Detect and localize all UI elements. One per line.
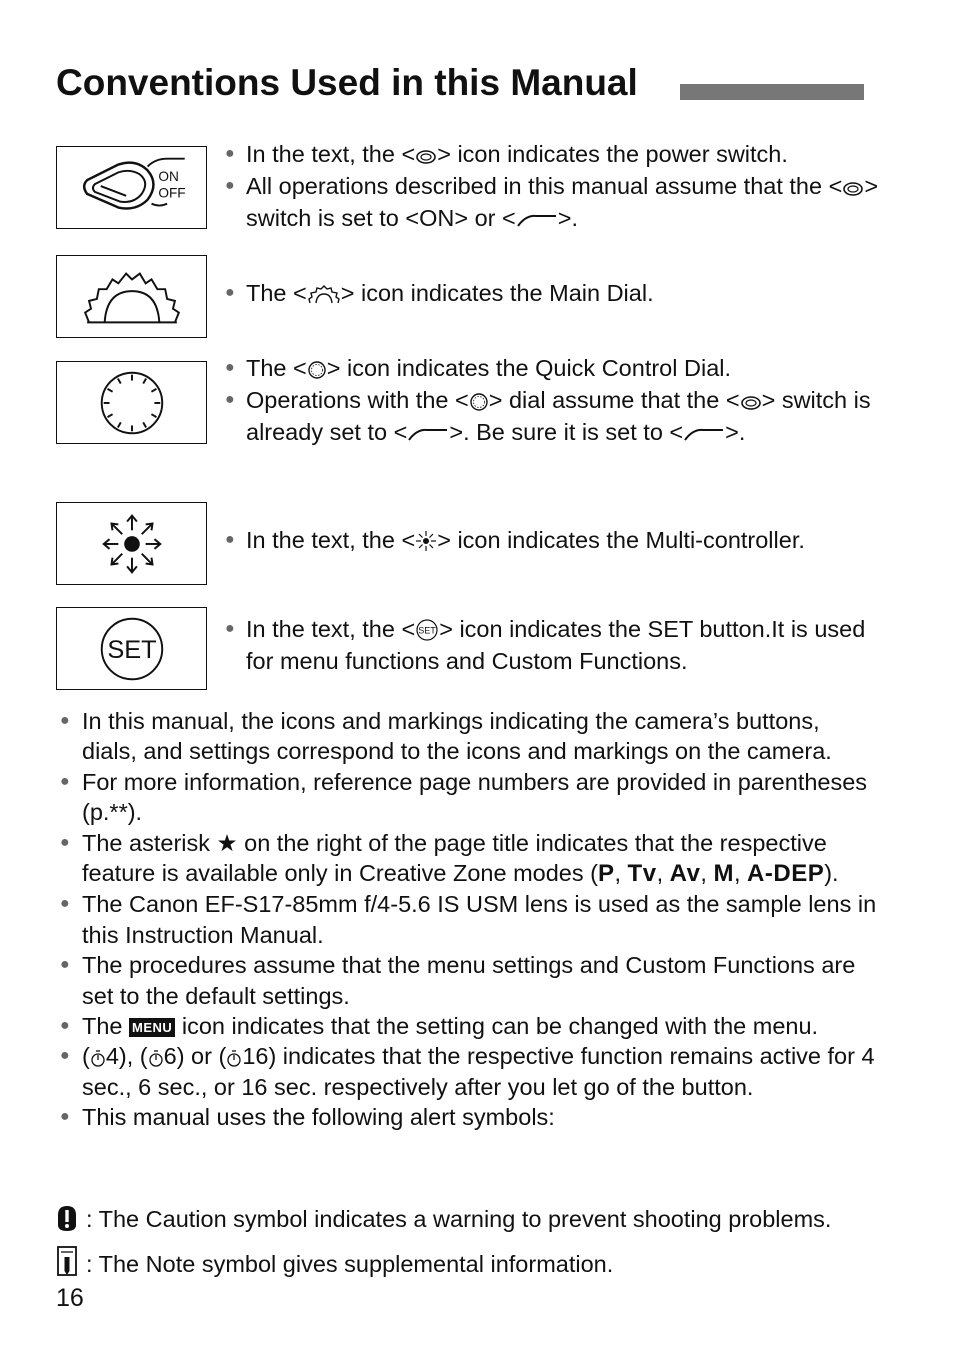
bullet-icon: ●: [60, 1108, 70, 1126]
bullet-icon: ●: [60, 772, 70, 790]
multi-controller-inline-icon: [415, 530, 437, 552]
list-item: ● The asterisk ★ on the right of the page title indicates that the respective feature is available only in Creative Zone modes (P, Tv, Av, M, A-DEP).: [60, 829, 839, 888]
mode-av: Av: [669, 860, 701, 888]
multi-controller-icon: [57, 503, 206, 584]
main-dial-line-1: ● The < > icon indicates the Main Dial.: [225, 277, 885, 309]
main-dial-icon: [57, 256, 206, 337]
note-icon: [52, 1244, 86, 1285]
bullet-icon: ●: [225, 620, 235, 637]
off-label: OFF: [158, 185, 186, 201]
bullet-icon: ●: [60, 956, 70, 974]
bullet-icon: ●: [60, 1047, 70, 1065]
power-switch-line-1: ● In the text, the < > icon indicates the power switch.: [225, 138, 885, 170]
multi-controller-description: [225, 524, 885, 556]
bullet-icon: ●: [60, 833, 70, 851]
main-dial-icon-box: [56, 255, 207, 338]
set-button-description: [225, 613, 885, 677]
list-item: ● The procedures assume that the menu settings and Custom Functions are set to the default settings.: [60, 952, 856, 1009]
note-alert: : The Note symbol gives supplemental information.: [52, 1244, 613, 1285]
menu-icon: MENU: [129, 1018, 175, 1037]
star-icon: ★: [216, 829, 238, 856]
bullet-icon: ●: [60, 712, 70, 729]
bullet-icon: ●: [225, 177, 235, 194]
multi-controller-line-1: ● In the text, the < > icon indicates the Multi-controller.: [225, 524, 885, 556]
power-switch-inline-icon: [415, 146, 437, 166]
quick-control-on-line-icon: [683, 426, 725, 444]
bullet-icon: ●: [60, 1017, 70, 1035]
quick-control-dial-inline-icon: [469, 392, 489, 412]
power-switch-icon-box: [56, 146, 207, 229]
power-switch-inline-icon: [740, 392, 762, 412]
list-item: ● This manual uses the following alert symbols:: [60, 1102, 880, 1132]
set-button-inline-icon: [415, 619, 439, 641]
bullet-icon: ●: [225, 359, 235, 376]
quick-control-dial-icon: [57, 362, 206, 443]
set-button-line-1: ● In the text, the < SET > icon indicates the SET button.It is used for menu functions and Custom Functions.: [225, 613, 885, 677]
on-label: ON: [158, 169, 179, 185]
list-item: ● The MENU icon indicates that the setting can be changed with the menu.: [60, 1011, 880, 1041]
mode-tv: Tv: [627, 860, 657, 888]
svg-text:SET: SET: [418, 625, 436, 636]
bullet-icon: ●: [60, 895, 70, 913]
quick-control-dial-icon-box: [56, 361, 207, 444]
mode-a-dep: A-DEP: [747, 860, 825, 888]
set-button-icon: [57, 608, 206, 689]
main-dial-description: [225, 277, 885, 309]
quick-control-dial-description: [225, 352, 885, 448]
bullet-icon: ●: [225, 531, 235, 548]
power-switch-icon: [57, 147, 206, 228]
list-item: ● ( 4), ( 6) or ( 16) indicates that the respective function remains active for 4 sec., 6 sec., or 16 sec. respectively after you let go of the button.: [60, 1043, 875, 1100]
mode-m: M: [713, 860, 734, 888]
caution-icon: [52, 1203, 86, 1240]
list-item: ● The Canon EF-S17-85mm f/4-5.6 IS USM lens is used as the sample lens in this Instruction Manual.: [60, 891, 877, 948]
mode-p: P: [597, 860, 615, 888]
page-title: Conventions Used in this Manual: [56, 62, 638, 103]
multi-controller-icon-box: [56, 502, 207, 585]
list-item: ● For more information, reference page numbers are provided in parentheses (p.**).: [60, 768, 868, 826]
quick-control-dial-line-1: ● The < > icon indicates the Quick Control Dial.: [225, 352, 885, 384]
caution-alert: : The Caution symbol indicates a warning to prevent shooting problems.: [52, 1203, 831, 1240]
main-dial-inline-icon: [307, 285, 341, 305]
quick-control-dial-line-2: ● Operations with the < > dial assume that the < > switch is already set to < >. Be sure it is set to < >.: [225, 384, 885, 448]
bullet-icon: ●: [225, 391, 235, 408]
conventions-list: [60, 706, 880, 1133]
timer-icon: [148, 1048, 164, 1068]
quick-control-on-line-icon: [516, 212, 558, 230]
power-switch-line-2: ● All operations described in this manual assume that the < > switch is set to <ON> or < >.: [225, 170, 885, 234]
power-switch-description: [225, 138, 885, 234]
list-item: ● In this manual, the icons and markings indicating the camera’s buttons, dials, and settings correspond to the icons and markings on the camera.: [60, 708, 832, 765]
power-switch-inline-icon: [842, 178, 864, 198]
bullet-icon: ●: [225, 284, 235, 301]
set-button-icon-box: [56, 607, 207, 690]
quick-control-on-line-icon: [407, 426, 449, 444]
timer-icon: [90, 1048, 106, 1068]
bullet-icon: ●: [225, 145, 235, 162]
timer-icon: [226, 1048, 242, 1068]
title-bar-decoration: [680, 84, 864, 100]
page-number: 16: [56, 1284, 84, 1312]
set-label: SET: [107, 635, 157, 664]
quick-control-dial-inline-icon: [307, 360, 327, 380]
